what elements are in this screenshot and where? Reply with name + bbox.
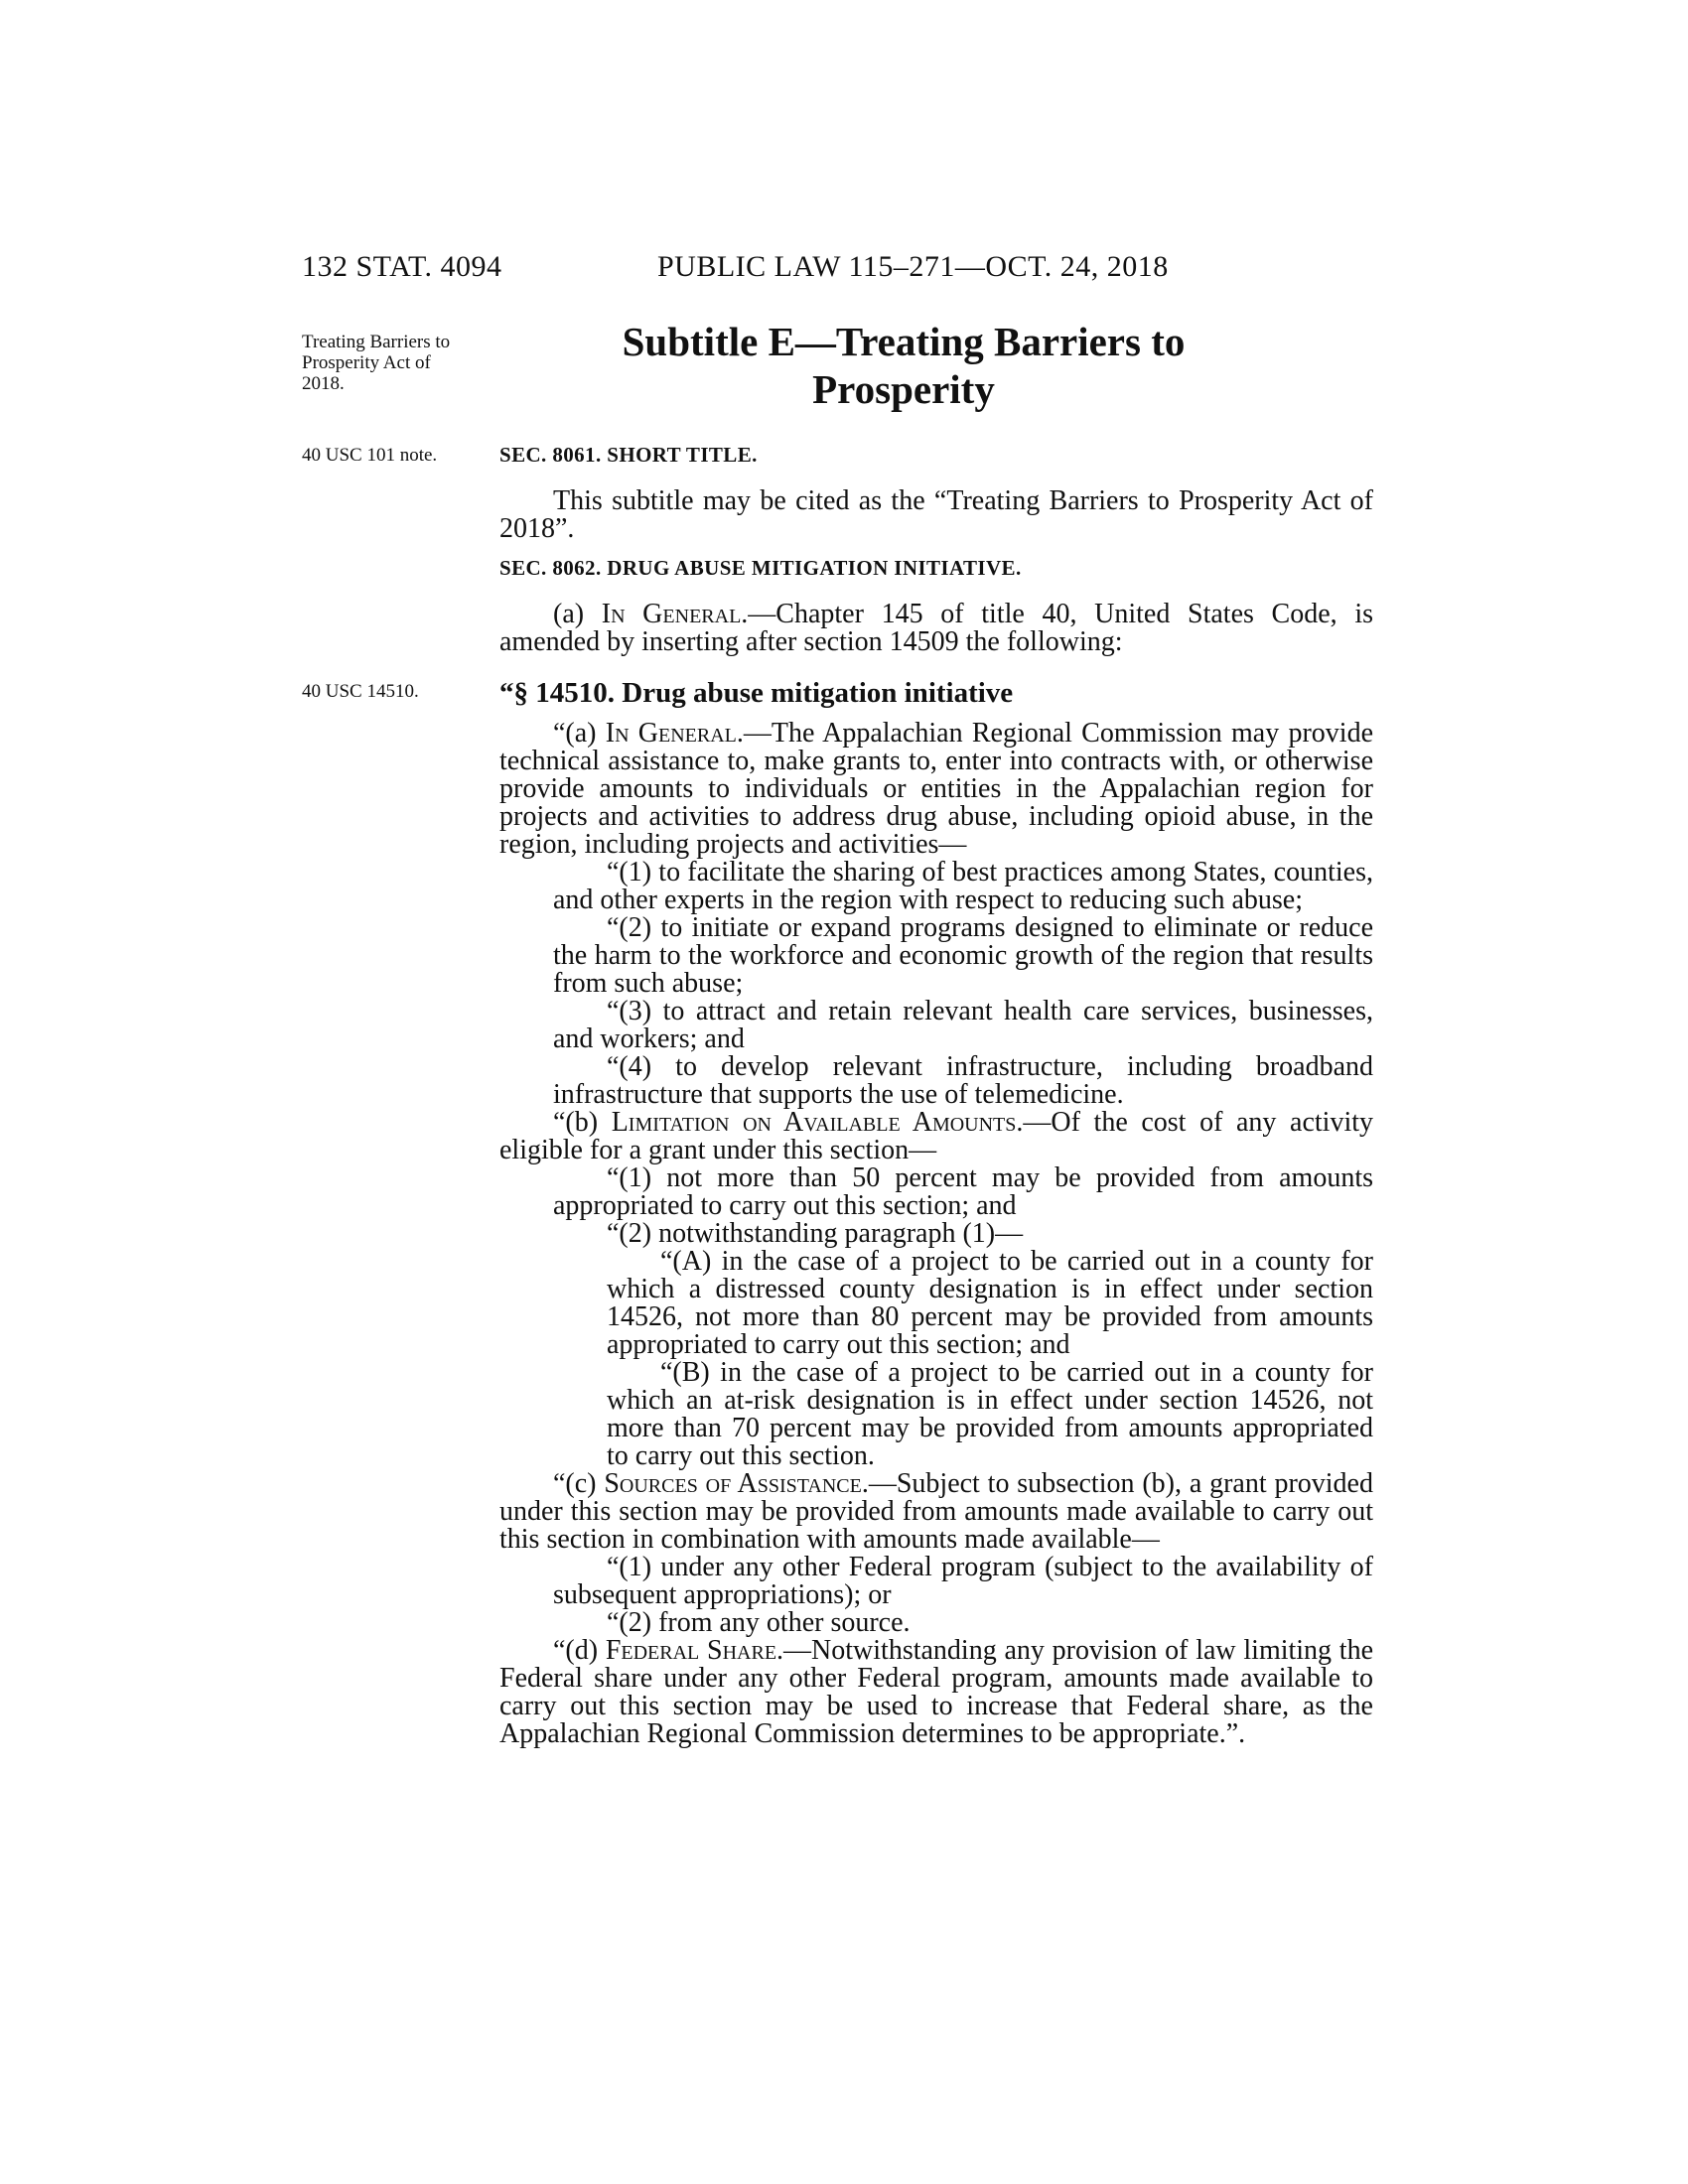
margin-note-usc-14510: 40 USC 14510. <box>302 681 419 702</box>
sec-14510-a-heading: In General <box>605 718 737 749</box>
sec-14510-heading: “§ 14510. Drug abuse mitigation initiative <box>499 677 1014 709</box>
sec-14510-b1: “(1) not more than 50 percent may be provided from amounts appropriated to carry out this section; and <box>553 1162 1373 1221</box>
sec-14510-a4: “(4) to develop relevant infrastructure, including broadband infrastructure that supports the use of telemedicine. <box>553 1051 1373 1110</box>
sec-8062 <box>499 556 1373 656</box>
sec-8062-a-text: .—Chapter 145 of title 40, United States Code, is amended by inserting after section 14509 the following: <box>499 599 1374 657</box>
sec-8062-a-lead: (a) <box>553 599 602 629</box>
sec-14510-b-lead: “(b) <box>553 1107 612 1138</box>
sec-8062-a-heading: In General <box>601 599 742 629</box>
sec-14510-d <box>499 1637 1373 1748</box>
sec-14510-b <box>499 1109 1373 1164</box>
sec-14510-d-text: .—Notwithstanding any provision of law limiting the Federal share under any other Federal program, amounts made available to carry out this section may be used to increase that Federal share, as the Appalachian Regional Commission determines to be appropriate.”. <box>499 1635 1374 1749</box>
margin-note-act-name: Treating Barriers to Prosperity Act of 2018. <box>302 332 451 394</box>
sec-14510-a <box>499 720 1373 859</box>
subtitle-heading <box>556 318 1251 413</box>
sec-14510-b2: “(2) notwithstanding paragraph (1)— <box>607 1218 1024 1249</box>
sec-14510-d-heading: Federal Share <box>605 1635 777 1666</box>
margin-note-usc-101: 40 USC 101 note. <box>302 445 438 466</box>
stat-citation: 132 STAT. 4094 <box>302 250 502 283</box>
sec-14510-b-text: .—Of the cost of any activity eligible for a grant under this section— <box>499 1107 1373 1165</box>
sec-14510-a3: “(3) to attract and retain relevant health care services, businesses, and workers; and <box>553 996 1373 1054</box>
sec-8061 <box>499 443 1373 543</box>
sec-14510-c2: “(2) from any other source. <box>607 1607 911 1638</box>
public-law-header: PUBLIC LAW 115–271—OCT. 24, 2018 <box>657 250 1169 283</box>
subtitle-line-1: Subtitle E—Treating Barriers to <box>622 319 1186 364</box>
sec-14510-c1: “(1) under any other Federal program (subject to the availability of subsequent appropriations); or <box>553 1552 1373 1610</box>
sec-14510-b-heading: Limitation on Available Amounts <box>611 1107 1017 1138</box>
sec-14510-a2: “(2) to initiate or expand programs designed to eliminate or reduce the harm to the workforce and economic growth of the region that results from such abuse; <box>553 912 1373 999</box>
sec-14510-c-text: .—Subject to subsection (b), a grant provided under this section may be provided from amounts made available to carry out this section in combination with amounts made available— <box>499 1468 1373 1555</box>
sec-14510-d-lead: “(d) <box>553 1635 606 1666</box>
sec-8061-heading: SEC. 8061. SHORT TITLE. <box>499 443 758 467</box>
sec-14510-a-lead: “(a) <box>553 718 606 749</box>
sec-14510-c-heading: Sources of Assistance <box>604 1468 862 1499</box>
sec-14510-a1: “(1) to facilitate the sharing of best practices among States, counties, and other experts in the region with respect to reducing such abuse; <box>553 857 1373 915</box>
sec-14510-b2B: “(B) in the case of a project to be carried out in a county for which an at-risk designation is in effect under section 14526, not more than 70 percent may be provided from amounts appropriated to carry out this section. <box>607 1357 1373 1471</box>
sec-8062-heading: SEC. 8062. DRUG ABUSE MITIGATION INITIATIVE. <box>499 556 1022 580</box>
sec-14510-c <box>499 1470 1373 1554</box>
sec-8061-text: This subtitle may be cited as the “Treating Barriers to Prosperity Act of 2018”. <box>499 485 1373 544</box>
sec-14510 <box>499 677 1373 1748</box>
sec-14510-c-lead: “(c) <box>553 1468 605 1499</box>
sec-14510-a-text: .—The Appalachian Regional Commission may provide technical assistance to, make grants to, enter into contracts with, or otherwise provide amounts to individuals or entities in the Appalachian region for projects and activities to address drug abuse, including opioid abuse, in the region, including projects and activities— <box>499 718 1373 860</box>
sec-8062-a <box>499 601 1373 656</box>
subtitle-line-2: Prosperity <box>812 366 995 412</box>
sec-14510-b2A: “(A) in the case of a project to be carried out in a county for which a distressed county designation is in effect under section 14526, not more than 80 percent may be provided from amounts appropriated to carry out this section; and <box>607 1246 1373 1360</box>
